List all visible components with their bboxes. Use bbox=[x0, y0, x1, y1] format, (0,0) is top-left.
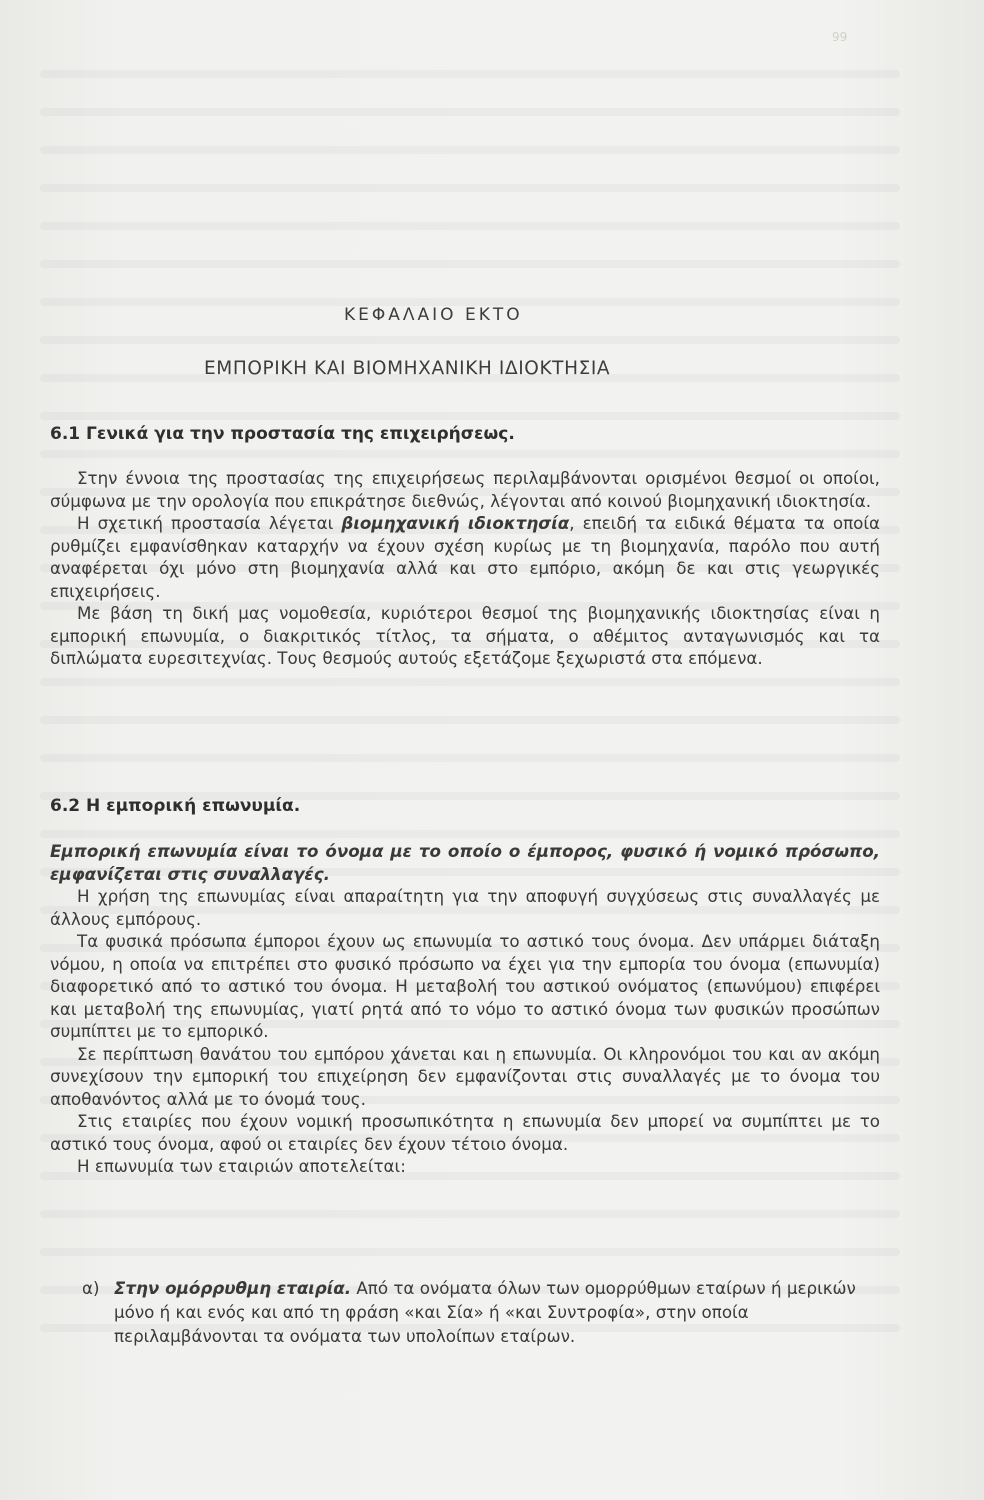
chapter-label: ΚΕΦΑΛΑΙΟ ΕΚΤΟ bbox=[344, 305, 523, 325]
paragraph: Στην έννοια της προστασίας της επιχειρήσεως περιλαμβάνονται ορισμένοι θεσμοί οι οποίοι, σύμφωνα με την ορολογία που επικράτησε διεθνώς, λέγονται από κοινού βιομηχανική ιδιοκτησία. bbox=[50, 468, 880, 511]
chapter-title: ΕΜΠΟΡΙΚΗ ΚΑΙ ΒΙΟΜΗΧΑΝΙΚΗ ΙΔΙΟΚΤΗΣΙΑ bbox=[204, 358, 611, 379]
emphasized-term: βιομηχανική ιδιοκτησία bbox=[341, 513, 570, 533]
paragraph-text: , επειδή τα ειδικά θέματα τα οποία ρυθμίζει εμφανίσθηκαν καταρχήν να έχουν σχέση κυρίως με τη βιομηχανία, παρόλο που αυτή αναφέρεται όχι μόνο στη βιομηχανία αλλά και στο εμπόριο, ακόμη δε και στις γεωργικές επιχειρήσεις. bbox=[50, 513, 880, 601]
section-heading-6-1: 6.1 Γενικά για την προστασία της επιχειρήσεως. bbox=[50, 424, 515, 444]
section-heading-6-2: 6.2 Η εμπορική επωνυμία. bbox=[50, 796, 301, 816]
paragraph: Σε περίπτωση θανάτου του εμπόρου χάνεται και η επωνυμία. Οι κληρονόμοι του και αν ακόμη συνεχίσουν την εμπορική του επιχείρηση δεν εμφανίζονται στις συναλλαγές με το όνομα του αποθανόντος αλλά με το όνομά τους. bbox=[50, 1043, 880, 1109]
paragraph: Η χρήση της επωνυμίας είναι απαραίτητη για την αποφυγή συγχύσεως στις συναλλαγές με άλλους εμπόρους. bbox=[50, 886, 880, 929]
page-number: 99 bbox=[832, 30, 848, 44]
list-term: Στην ομόρρυθμη εταιρία. bbox=[114, 1278, 352, 1298]
paragraph: Στις εταιρίες που έχουν νομική προσωπικότητα η επωνυμία δεν μπορεί να συμπίπτει με το αστικό τους όνομα, αφού οι εταιρίες δεν έχουν τέτοιο όνομα. bbox=[50, 1111, 880, 1154]
paragraph: Η επωνυμία των εταιριών αποτελείται: bbox=[77, 1156, 406, 1176]
paragraph: Με βάση τη δική μας νομοθεσία, κυριότεροι θεσμοί της βιομηχανικής ιδιοκτησίας είναι η εμπορική επωνυμία, ο διακριτικός τίτλος, τα σήματα, ο αθέμιτος ανταγωνισμός και τα διπλώματα ευρεσιτεχνίας. Τους θεσμούς αυτούς εξετάζομε ξεχωριστά στα επόμενα. bbox=[50, 603, 880, 668]
section-6-2-body bbox=[50, 840, 880, 1178]
section-6-1-body bbox=[50, 467, 880, 670]
list-marker: α) bbox=[82, 1278, 100, 1298]
paragraph bbox=[50, 512, 880, 602]
list-text: Από τα ονόματα όλων των ομορρύθμων εταίρων ή μερικών μόνο ή και ενός και από τη φράση «και Σία» ή «και Συντροφία», στην οποία περιλαμβάνονται τα ονόματα των υπολοίπων εταίρων. bbox=[114, 1278, 856, 1346]
list-item bbox=[82, 1276, 882, 1348]
paragraph-text: Η σχετική προστασία λέγεται bbox=[77, 513, 342, 533]
list-item-content bbox=[114, 1276, 882, 1348]
definition: Εμπορική επωνυμία είναι το όνομα με το οποίο ο έμπορος, φυσικό ή νομικό πρόσωπο, εμφανίζεται στις συναλλαγές. bbox=[50, 841, 880, 884]
paragraph: Τα φυσικά πρόσωπα έμποροι έχουν ως επωνυμία το αστικό τους όνομα. Δεν υπάρμει διάταξη νόμου, η οποία να επιτρέπει στο φυσικό πρόσωπο να έχει για την εμπορία του όνομα (επωνυμία) διαφορετικό από το αστικό του όνομα. Η μεταβολή του αστικού ονόματος (επωνύμου) επιφέρει και μεταβολή της επωνυμίας, γιατί ρητά από το νόμο το αστικό όνομα των φυσικών προσώπων συμπίπτει με το εμπορικό. bbox=[50, 931, 880, 1041]
